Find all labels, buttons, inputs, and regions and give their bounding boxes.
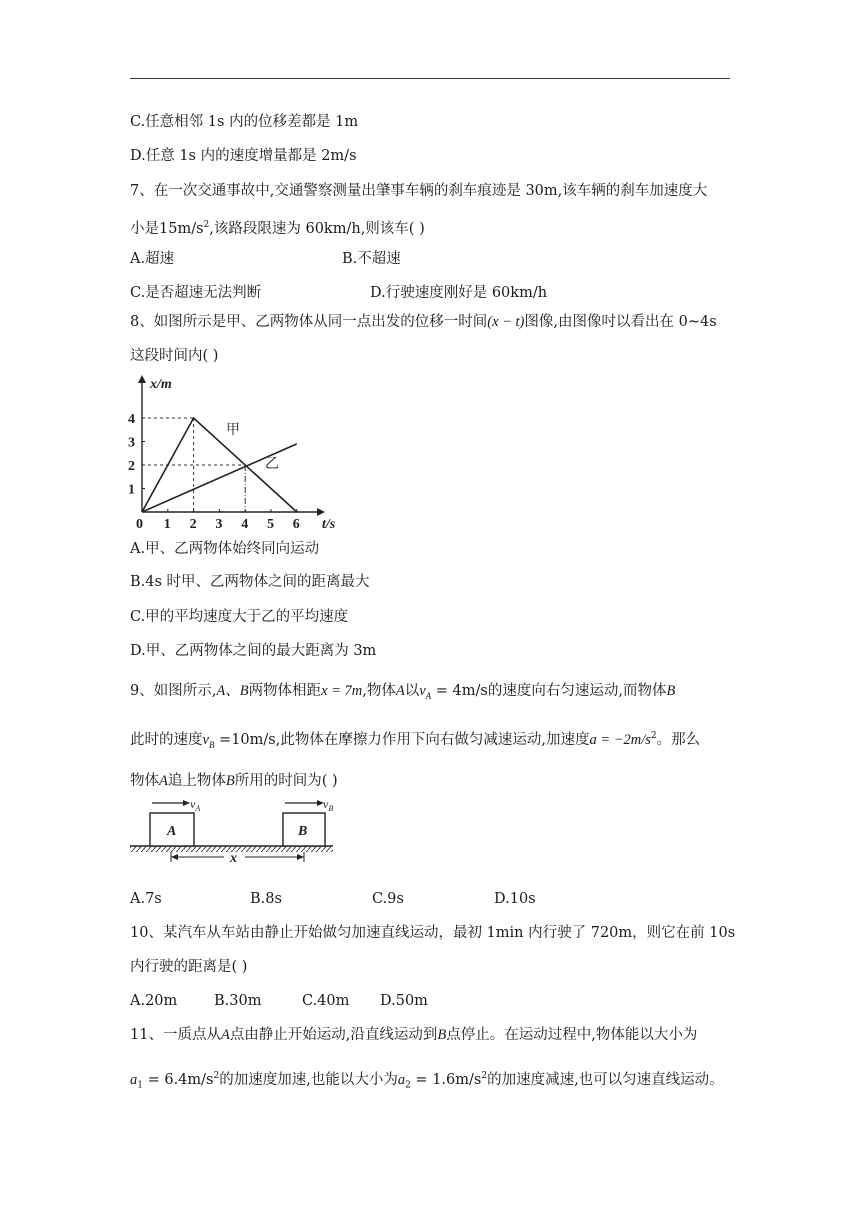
q7-accel: 15m/s bbox=[159, 220, 204, 237]
t-tick-label: 3 bbox=[215, 517, 223, 532]
t-axis-arrow bbox=[317, 508, 325, 516]
q8-option-c: C.甲的平均速度大于乙的平均速度 bbox=[130, 609, 349, 625]
q7-option-a: A.超速 bbox=[130, 251, 175, 267]
q7-option-b: B.不超速 bbox=[342, 251, 401, 267]
xt-graph bbox=[122, 368, 362, 534]
x-tick-label: 2 bbox=[128, 459, 135, 474]
va-label: $v_A$ bbox=[190, 797, 201, 813]
x-tick-label: 3 bbox=[128, 435, 135, 451]
t-tick-label: 2 bbox=[189, 517, 197, 532]
series-label-yi: 乙 bbox=[265, 456, 279, 472]
q6-option-c: C.任意相邻 1s 内的位移差都是 1m bbox=[130, 114, 359, 130]
q10-option-b: B.30m bbox=[214, 993, 262, 1009]
series-line-1 bbox=[142, 444, 297, 512]
vb-label: $v_B$ bbox=[323, 797, 334, 813]
q10-stem-line1: 10、某汽车从车站由静止开始做匀加速直线运动，最初 1min 内行驶了 720m，则它在前 10s bbox=[130, 925, 736, 941]
q8-option-d: D.甲、乙两物体之间的最大距离为 3m bbox=[130, 643, 377, 659]
q9-stem-line3: 物体A追上物体B所用的时间为( ) bbox=[130, 773, 338, 789]
q7-stem-line1: 7、在一次交通事故中,交通警察测量出肇事车辆的刹车痕迹是 30m,该车辆的刹车加速度大 bbox=[130, 183, 708, 199]
block-b-label: B bbox=[298, 824, 308, 839]
q9-option-a: A.7s bbox=[130, 891, 162, 907]
q10-stem-line2: 内行驶的距离是( ) bbox=[130, 959, 248, 975]
velocity-arrow-a bbox=[152, 800, 190, 806]
t-axis-label: t/s bbox=[322, 517, 336, 532]
q8-stem-line1: 8、如图所示是甲、乙两物体从同一点出发的位移一时间(x − t)图像,由图像吋以看出在 0~4s bbox=[130, 314, 717, 330]
q11-stem-line1: 11、一质点从A点由静止开始运动,沿直线运动到B点停止。在运动过程中,物体能以大小为 bbox=[130, 1027, 698, 1043]
x-tick-label: 1 bbox=[128, 482, 135, 498]
t-tick-label: 6 bbox=[292, 517, 300, 532]
t-tick-label: 5 bbox=[267, 517, 274, 532]
q7-option-d: D.行驶速度刚好是 60km/h bbox=[370, 285, 548, 301]
distance-marker bbox=[171, 852, 304, 862]
q7-option-c: C.是否超速无法判断 bbox=[130, 285, 262, 301]
q9-stem-line2: 此时的速度$v_B =10m/s$,此物体在摩擦力作用下向右做匀减速运动,加速度$a = -2m/s^2$。那么 bbox=[130, 731, 701, 750]
series-label-jia: 甲 bbox=[226, 422, 240, 438]
q9-stem-line1: 9、如图所示,A、B两物体相距x = 7m,物体A以$v_A = 4m/s$的速度向右匀速运动,而物体B bbox=[130, 683, 676, 701]
blocks-diagram bbox=[128, 796, 338, 871]
q10-option-d: D.50m bbox=[380, 993, 428, 1009]
q8-option-b: B.4s 时甲、乙两物体之间的距离最大 bbox=[130, 574, 370, 590]
x-axis-label: x/m bbox=[150, 377, 172, 392]
q8-stem-line2: 这段时间内( ) bbox=[130, 348, 219, 364]
q11-stem-line2: $a_1 = 6.4m/s^2$的加速度加速,也能以大小为$a_2 = 1.6m/s^2$的加速度减速,也可以匀速直线运动。 bbox=[130, 1071, 724, 1091]
t-tick-label: 1 bbox=[163, 517, 171, 532]
x-axis-arrow bbox=[138, 375, 146, 383]
block-a-label: A bbox=[167, 824, 177, 839]
q9-option-d: D.10s bbox=[494, 891, 536, 907]
x-tick-label: 4 bbox=[128, 412, 135, 427]
distance-label: x bbox=[230, 851, 237, 866]
q7-stem-line2: 小是$15m/s^2$,该路段限速为 60km/h,则该车( ) bbox=[130, 220, 425, 237]
q8-xt: (x − t) bbox=[487, 314, 525, 330]
q9-option-c: C.9s bbox=[372, 891, 404, 907]
origin-label: 0 bbox=[136, 517, 143, 532]
q8-option-a: A.甲、乙两物体始终同向运动 bbox=[130, 541, 320, 557]
t-tick-label: 4 bbox=[241, 517, 249, 532]
header-rule bbox=[130, 78, 730, 79]
velocity-arrow-b bbox=[285, 800, 324, 806]
q6-option-d: D.任意 1s 内的速度增量都是 2m/s bbox=[130, 148, 357, 164]
q9-option-b: B.8s bbox=[250, 891, 282, 907]
q10-option-c: C.40m bbox=[302, 993, 350, 1009]
q10-option-a: A.20m bbox=[130, 993, 178, 1009]
q9-distance: x = 7m bbox=[321, 683, 363, 699]
